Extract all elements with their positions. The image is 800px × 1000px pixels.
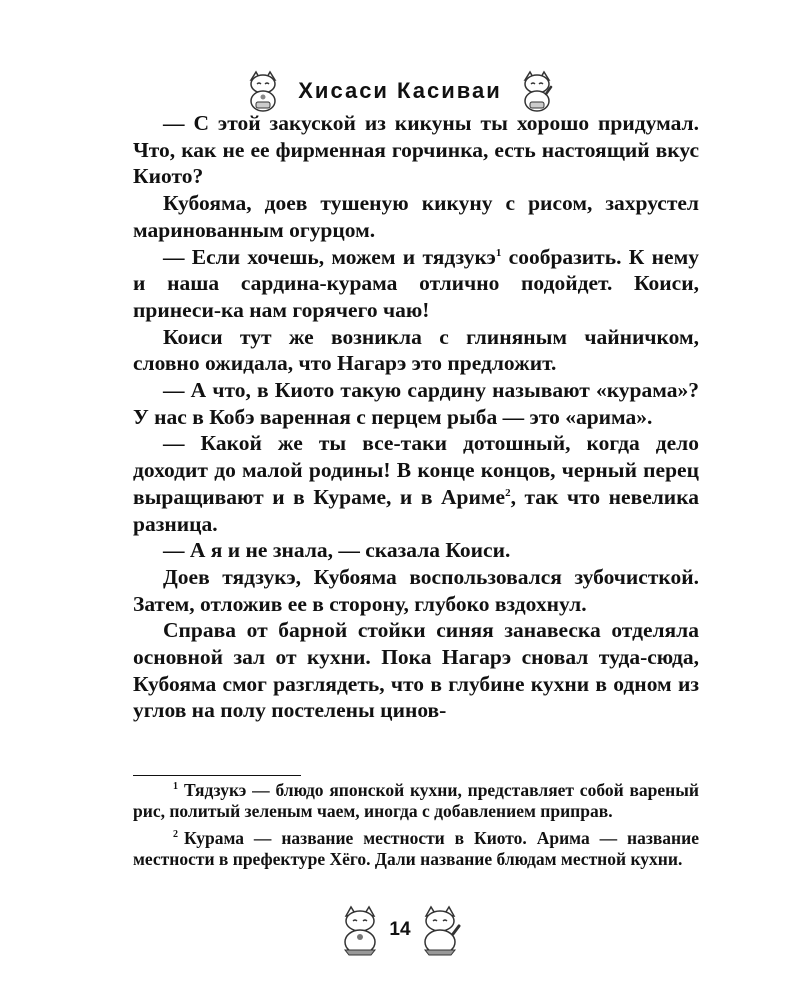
footnote-divider: [133, 775, 301, 776]
footnote-mark: 2: [173, 829, 178, 841]
footnote: $^2$ Курама — название местности в Киото. Арима — название местности в префектуре Хёго. Дали название блюдам местной кухни.: [133, 828, 699, 869]
running-header: [0, 66, 800, 116]
paragraph: — Если хочешь, можем и тядзукэ$^1$ сообразить. К нему и наша сардина-курама отлично подойдет. Коиси, принеси-ка нам горячего чаю!: [133, 244, 699, 322]
footnote-ref[interactable]: 1: [495, 246, 502, 259]
paragraph: — А я и не знала, — сказала Коиси.: [163, 538, 511, 563]
footnote-ref[interactable]: 2: [505, 486, 511, 499]
lucky-cat-icon: [246, 70, 280, 112]
paragraph: Кубояма, доев тушеную кикуну с рисом, захрустел маринованным огурцом.: [133, 191, 699, 242]
paragraph: — А что, в Киото такую сардину называют «курама»? У нас в Кобэ варенная с перцем рыба — это «арима».: [133, 378, 699, 429]
paragraph: Доев тядзукэ, Кубояма воспользовался зубочисткой. Затем, отложив ее в сторону, глубоко вздохнул.: [133, 564, 699, 616]
paragraph: Коиси тут же возникла с глиняным чайничком, словно ожидала, что Нагарэ это предложит.: [133, 324, 699, 376]
footnote-mark: 1: [173, 781, 178, 793]
paragraph: Справа от барной стойки синяя занавеска отделяла основной зал от кухни. Пока Нагарэ сновал туда-сюда, Кубояма смог разглядеть, что в глубине кухни в одном из углов на полу постелены цинов-: [133, 618, 699, 723]
book-author-title: Хисаси Касиваи: [298, 78, 502, 103]
main-text: [133, 110, 699, 724]
paragraph: — Какой же ты все-таки дотошный, когда дело доходит до малой родины! В конце концов, черный перец выращивают и в Кураме, и в Ариме$^2$, так что невелика разница.: [133, 431, 700, 536]
page-footer: [0, 900, 800, 960]
page-number: 14: [389, 919, 411, 940]
footnotes: [133, 780, 699, 876]
lucky-cat-icon: [520, 70, 554, 112]
lucky-cat-icon: [417, 904, 463, 956]
paragraph: — С этой закуской из кикуны ты хорошо придумал. Что, как не ее фирменная горчинка, есть настоящий вкус Киото?: [133, 111, 699, 189]
lucky-cat-icon: [337, 904, 383, 956]
footnote: $^1$ Тядзукэ — блюдо японской кухни, представляет собой вареный рис, политый зеленым чаем, иногда с добавлением приправ.: [133, 780, 699, 821]
